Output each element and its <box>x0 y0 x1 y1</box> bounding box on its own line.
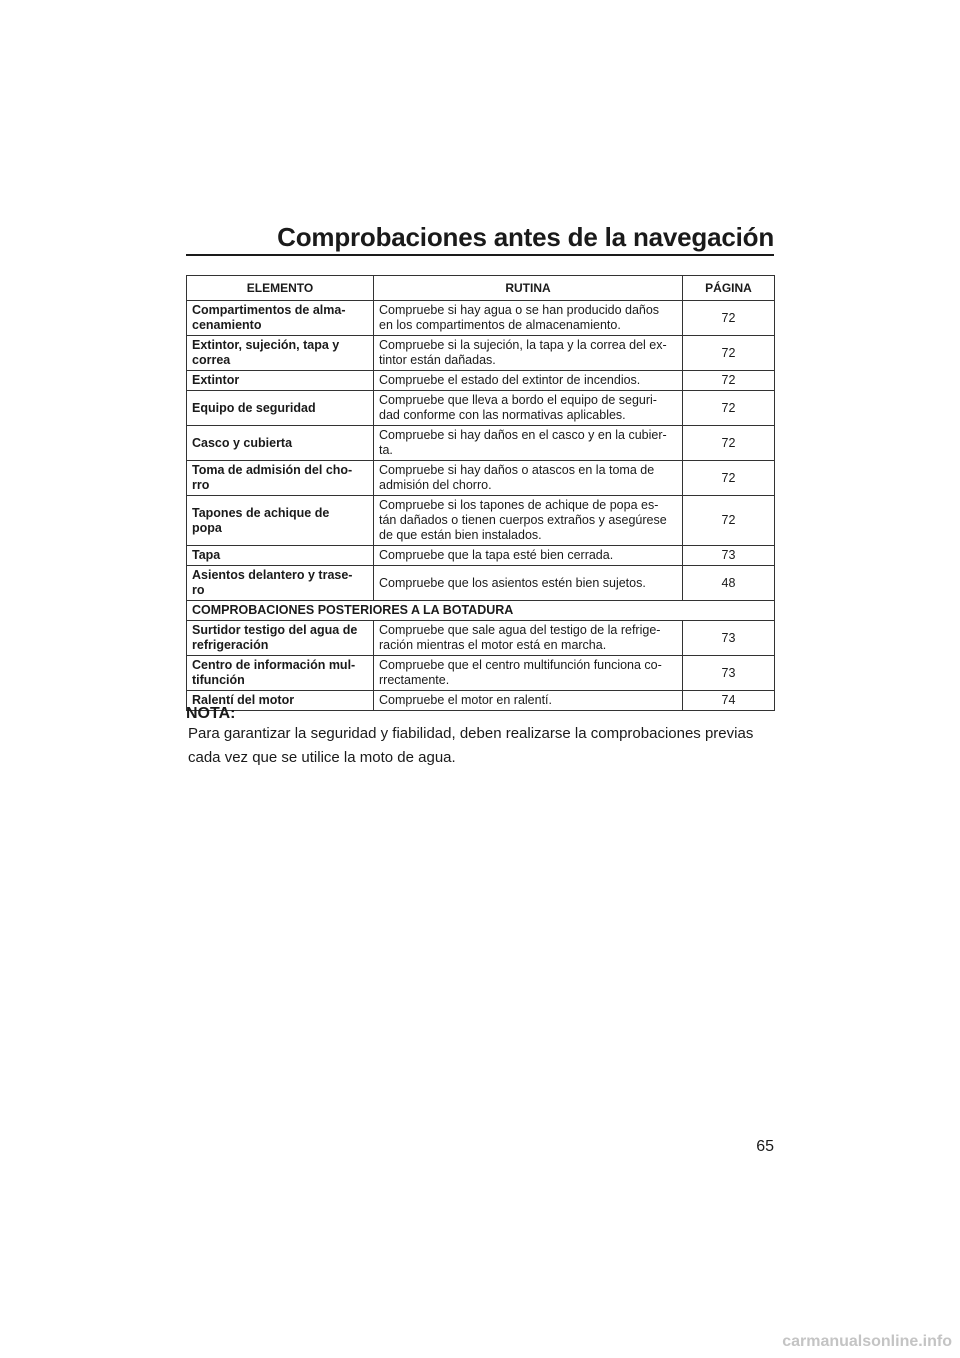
table-row <box>187 426 775 461</box>
cell-page: 72 <box>683 496 775 546</box>
table-row <box>187 496 775 546</box>
section-row <box>187 601 775 621</box>
column-header-routine: RUTINA <box>374 276 683 301</box>
cell-page: 48 <box>683 566 775 601</box>
cell-page: 74 <box>683 691 775 711</box>
table-row <box>187 391 775 426</box>
cell-routine: Compruebe si la sujeción, la tapa y la correa del ex- tintor están dañadas. <box>374 336 683 371</box>
cell-routine: Compruebe si los tapones de achique de popa es- tán dañados o tienen cuerpos extraños y asegúrese de que están bien instalados. <box>374 496 683 546</box>
table-row <box>187 546 775 566</box>
cell-page: 73 <box>683 546 775 566</box>
table-row <box>187 301 775 336</box>
cell-routine: Compruebe si hay agua o se han producido daños en los compartimentos de almacenamiento. <box>374 301 683 336</box>
table-row <box>187 691 775 711</box>
column-header-item: ELEMENTO <box>187 276 374 301</box>
table-row <box>187 566 775 601</box>
page-number: 65 <box>756 1138 774 1155</box>
cell-routine: Compruebe si hay daños o atascos en la toma de admisión del chorro. <box>374 461 683 496</box>
column-header-page: PÁGINA <box>683 276 775 301</box>
cell-page: 73 <box>683 656 775 691</box>
cell-page: 72 <box>683 461 775 496</box>
cell-item: Tapones de achique de popa <box>187 496 374 546</box>
cell-routine: Compruebe el motor en ralentí. <box>374 691 683 711</box>
table-row <box>187 336 775 371</box>
cell-page: 72 <box>683 391 775 426</box>
inspection-table <box>186 275 775 711</box>
table-row <box>187 656 775 691</box>
cell-item: Extintor <box>187 371 374 391</box>
cell-page: 72 <box>683 371 775 391</box>
table-header-row <box>187 276 775 301</box>
cell-page: 72 <box>683 426 775 461</box>
title-rule <box>186 254 774 256</box>
cell-routine: Compruebe si hay daños en el casco y en la cubier- ta. <box>374 426 683 461</box>
watermark: carmanualsonline.info <box>782 1333 952 1350</box>
table-row <box>187 461 775 496</box>
table-row <box>187 621 775 656</box>
section-label: COMPROBACIONES POSTERIORES A LA BOTADURA <box>187 601 775 621</box>
note-text: Para garantizar la seguridad y fiabilidad, deben realizarse la comprobaciones previas cada vez que se utilice la moto de agua. <box>188 725 754 766</box>
table-row <box>187 371 775 391</box>
cell-routine: Compruebe que lleva a bordo el equipo de seguri- dad conforme con las normativas aplicables. <box>374 391 683 426</box>
page-title: Comprobaciones antes de la navegación <box>277 222 774 252</box>
cell-item: Compartimentos de alma- cenamiento <box>187 301 374 336</box>
cell-item: Surtidor testigo del agua de refrigeración <box>187 621 374 656</box>
cell-item: Ralentí del motor <box>187 691 374 711</box>
cell-item: Tapa <box>187 546 374 566</box>
cell-item: Centro de información mul- tifunción <box>187 656 374 691</box>
cell-item: Casco y cubierta <box>187 426 374 461</box>
cell-routine: Compruebe que la tapa esté bien cerrada. <box>374 546 683 566</box>
cell-routine: Compruebe que el centro multifunción funciona co- rrectamente. <box>374 656 683 691</box>
cell-routine: Compruebe que sale agua del testigo de la refrige- ración mientras el motor está en marcha. <box>374 621 683 656</box>
cell-item: Equipo de seguridad <box>187 391 374 426</box>
note-heading: NOTA: <box>186 705 236 722</box>
cell-routine: Compruebe que los asientos estén bien sujetos. <box>374 566 683 601</box>
cell-item: Extintor, sujeción, tapa y correa <box>187 336 374 371</box>
cell-routine: Compruebe el estado del extintor de incendios. <box>374 371 683 391</box>
cell-page: 72 <box>683 336 775 371</box>
cell-item: Asientos delantero y trase- ro <box>187 566 374 601</box>
cell-page: 72 <box>683 301 775 336</box>
cell-item: Toma de admisión del cho- rro <box>187 461 374 496</box>
cell-page: 73 <box>683 621 775 656</box>
